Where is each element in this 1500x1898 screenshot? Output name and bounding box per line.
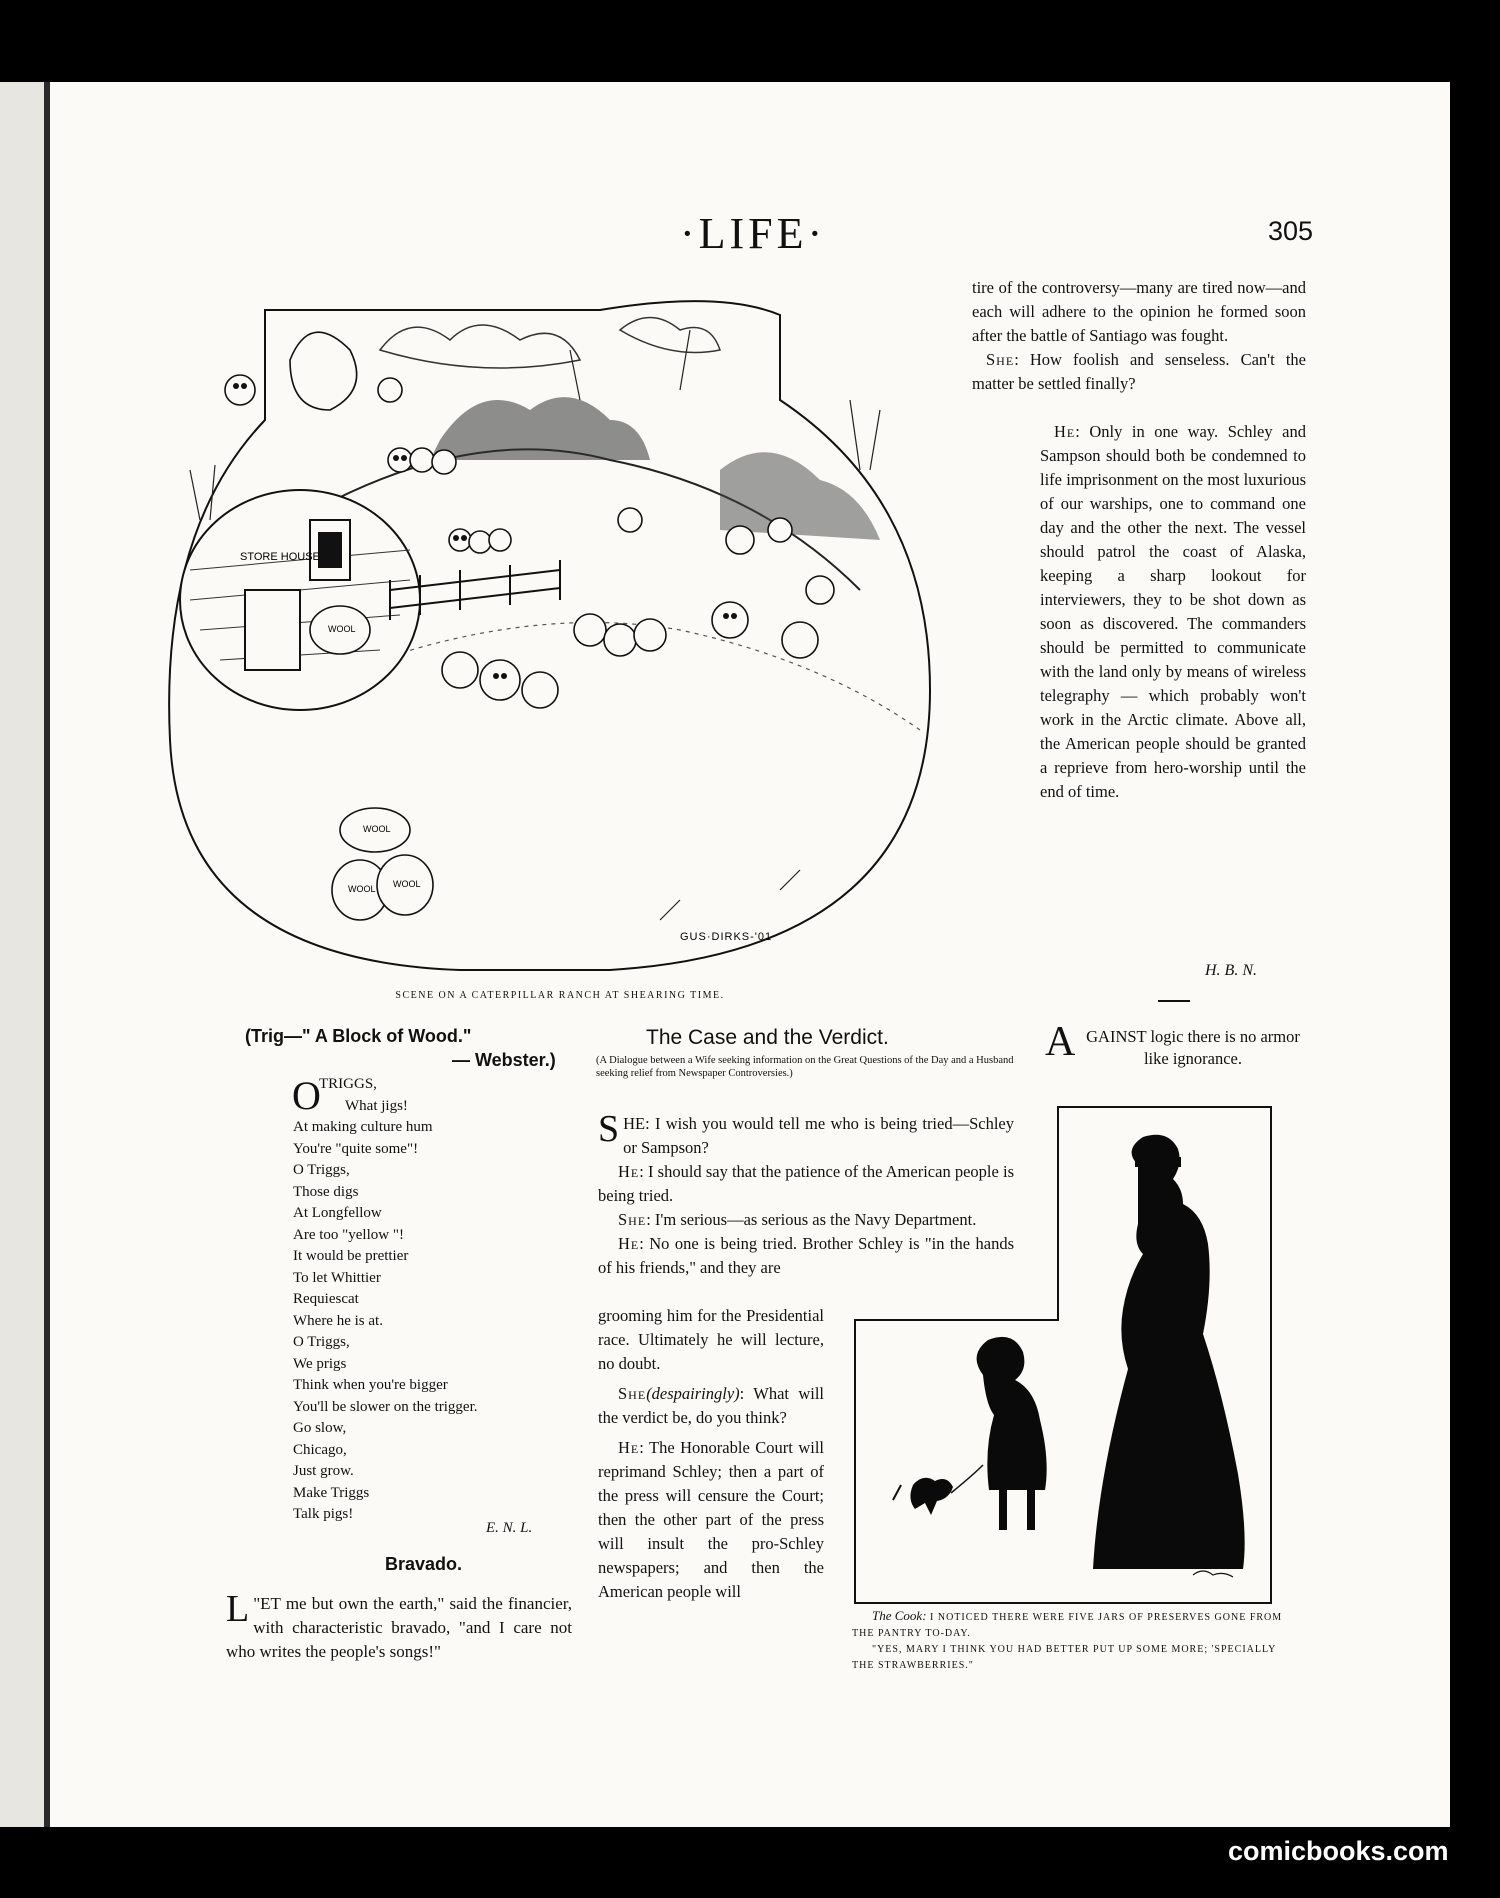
article-signature: H. B. N. <box>1205 962 1257 979</box>
watermark: comicbooks.com <box>1228 1836 1449 1866</box>
bravado-dropcap: L <box>226 1588 250 1630</box>
caption-line: "YES, MARY I THINK YOU HAD BETTER PUT UP SOME MORE; 'SPECIALLY THE STRAWBERRIES." <box>852 1644 1276 1671</box>
poem-line: Are too "yellow "! <box>293 1226 404 1243</box>
poem-line: Just grow. <box>293 1463 354 1479</box>
poem-dropcap: O <box>292 1073 321 1118</box>
speaker-label: She <box>618 1384 647 1403</box>
dialogue-text: HE: I wish you would tell me who is being tried—Schley or Sampson? <box>623 1114 1014 1157</box>
speaker-label: He <box>618 1162 640 1181</box>
poem-line: You'll be slower on the trigger. <box>293 1398 478 1415</box>
bravado-text <box>226 1588 572 1664</box>
dialogue-text: : I should say that the patience of the American people is being tried. <box>598 1162 1014 1205</box>
poem-line: O Triggs, <box>293 1162 350 1178</box>
facing-page-edge <box>0 82 50 1827</box>
trig-poem <box>293 1074 478 1526</box>
poem-line: Make Triggs <box>293 1484 370 1501</box>
dialogue-text: : How foolish and senseless. Can't the matter be settled finally? <box>972 350 1306 393</box>
masthead: ·LIFE· <box>680 209 827 258</box>
poem-line: Talk pigs! <box>293 1506 354 1522</box>
against-epigram: GAINST logic there is no armor like ignorance. <box>1086 1027 1300 1068</box>
speaker-label: He <box>1054 422 1076 441</box>
speaker-label: He <box>618 1438 640 1457</box>
caption-line: I NOTICED THERE WERE FIVE JARS OF PRESERVES GONE FROM THE PANTRY TO-DAY. <box>852 1612 1283 1639</box>
wool-bag-label: WOOL <box>363 824 391 834</box>
caterpillar-ranch-illustration <box>160 270 960 980</box>
bravado-title: Bravado. <box>385 1554 463 1574</box>
cook-silhouette-illustration <box>853 1105 1273 1605</box>
dialogue-text: : I'm serious—as serious as the Navy Department. <box>646 1210 977 1229</box>
divider <box>1158 1000 1190 1002</box>
poem-line: Go slow, <box>293 1420 347 1436</box>
case-dropcap: S <box>598 1108 620 1150</box>
poem-line: Those digs <box>293 1183 359 1200</box>
poem-line: Think when you're bigger <box>293 1377 448 1393</box>
stage-direction: (despairingly) <box>646 1384 740 1403</box>
poem-line: You're "quite some"! <box>293 1140 419 1157</box>
dialogue-text: : The Honorable Court will reprimand Schley; then a part of the press will censure the Court; then the other part of the press will insult the pro-Schley newspapers; and then the American people will <box>598 1438 824 1601</box>
poem-line: It would be prettier <box>293 1248 409 1264</box>
illustration-caption: SCENE ON A CATERPILLAR RANCH AT SHEARING TIME. <box>395 990 725 1001</box>
poem-line: At making culture hum <box>293 1119 433 1135</box>
poem-line: TRIGGS, <box>319 1076 377 1092</box>
case-dialogue-narrow <box>598 1304 824 1604</box>
wool-bag-label: WOOL <box>348 884 376 894</box>
speaker-label: She <box>618 1210 647 1229</box>
poem-title-attribution: — Webster.) <box>452 1050 556 1070</box>
wool-bag-label: WOOL <box>328 624 356 634</box>
continued-text: tire of the controversy—many are tired now—and each will adhere to the opinion he formed soon after the battle of Santiago was fought. <box>972 278 1306 345</box>
poem-title: (Trig—" A Block of Wood." <box>245 1026 472 1046</box>
dialogue-text: : No one is being tried. Brother Schley is "in the hands of his friends," and they are <box>598 1234 1014 1277</box>
page-number: 305 <box>1268 216 1314 246</box>
open-quote: " <box>253 1594 261 1613</box>
top-right-column-narrow <box>1040 420 1306 804</box>
storehouse-sign: STORE HOUSE <box>240 551 320 563</box>
case-title: The Case and the Verdict. <box>646 1026 889 1049</box>
poem-line: Chicago, <box>293 1441 347 1458</box>
against-dropcap: A <box>1045 1019 1076 1065</box>
poem-line: Where he is at. <box>293 1312 383 1329</box>
poem-signature: E. N. L. <box>486 1520 533 1536</box>
cook-caption <box>852 1608 1292 1674</box>
dialogue-text: : Only in one way. Schley and Sampson should both be condemned to life imprisonment on the most luxurious of our warships, one to command one day and the other the next. The vessel should patrol the coast of Alaska, keeping a sharp lookout for interviewers, they to be shot down as soon as discovered. The commanders should be permitted to communicate with the land only by means of wireless telegraphy — which probably won't work in the Arctic climate. Above all, the American people should be granted a reprieve from hero-worship until the end of time. <box>1040 422 1306 801</box>
poem-line: We prigs <box>293 1355 347 1372</box>
poem-line: What jigs! <box>345 1097 408 1114</box>
caption-speaker: The Cook: <box>872 1608 927 1623</box>
poem-line: Requiescat <box>293 1291 359 1307</box>
dialogue-text: : What will the verdict be, do you think? <box>598 1384 824 1427</box>
speaker-label: She <box>986 350 1015 369</box>
wool-bag-label: WOOL <box>393 879 421 889</box>
bravado-body: ET me but own the earth," said the financier, with characteristic bravado, "and I care not who writes the people's songs!" <box>226 1594 572 1661</box>
dialogue-text: grooming him for the Presidential race. Ultimately he will lecture, no doubt. <box>598 1306 824 1373</box>
case-subtitle: (A Dialogue between a Wife seeking information on the Great Questions of the Day and a Husband seeking relief from Newspaper Controversies.) <box>596 1055 1014 1079</box>
poem-line: At Longfellow <box>293 1205 382 1221</box>
poem-line: O Triggs, <box>293 1334 350 1350</box>
top-right-column <box>972 276 1306 396</box>
speaker-label: He <box>618 1234 640 1253</box>
poem-line: To let Whittier <box>293 1269 381 1286</box>
artist-signature: GUS·DIRKS-'01 <box>680 931 773 943</box>
